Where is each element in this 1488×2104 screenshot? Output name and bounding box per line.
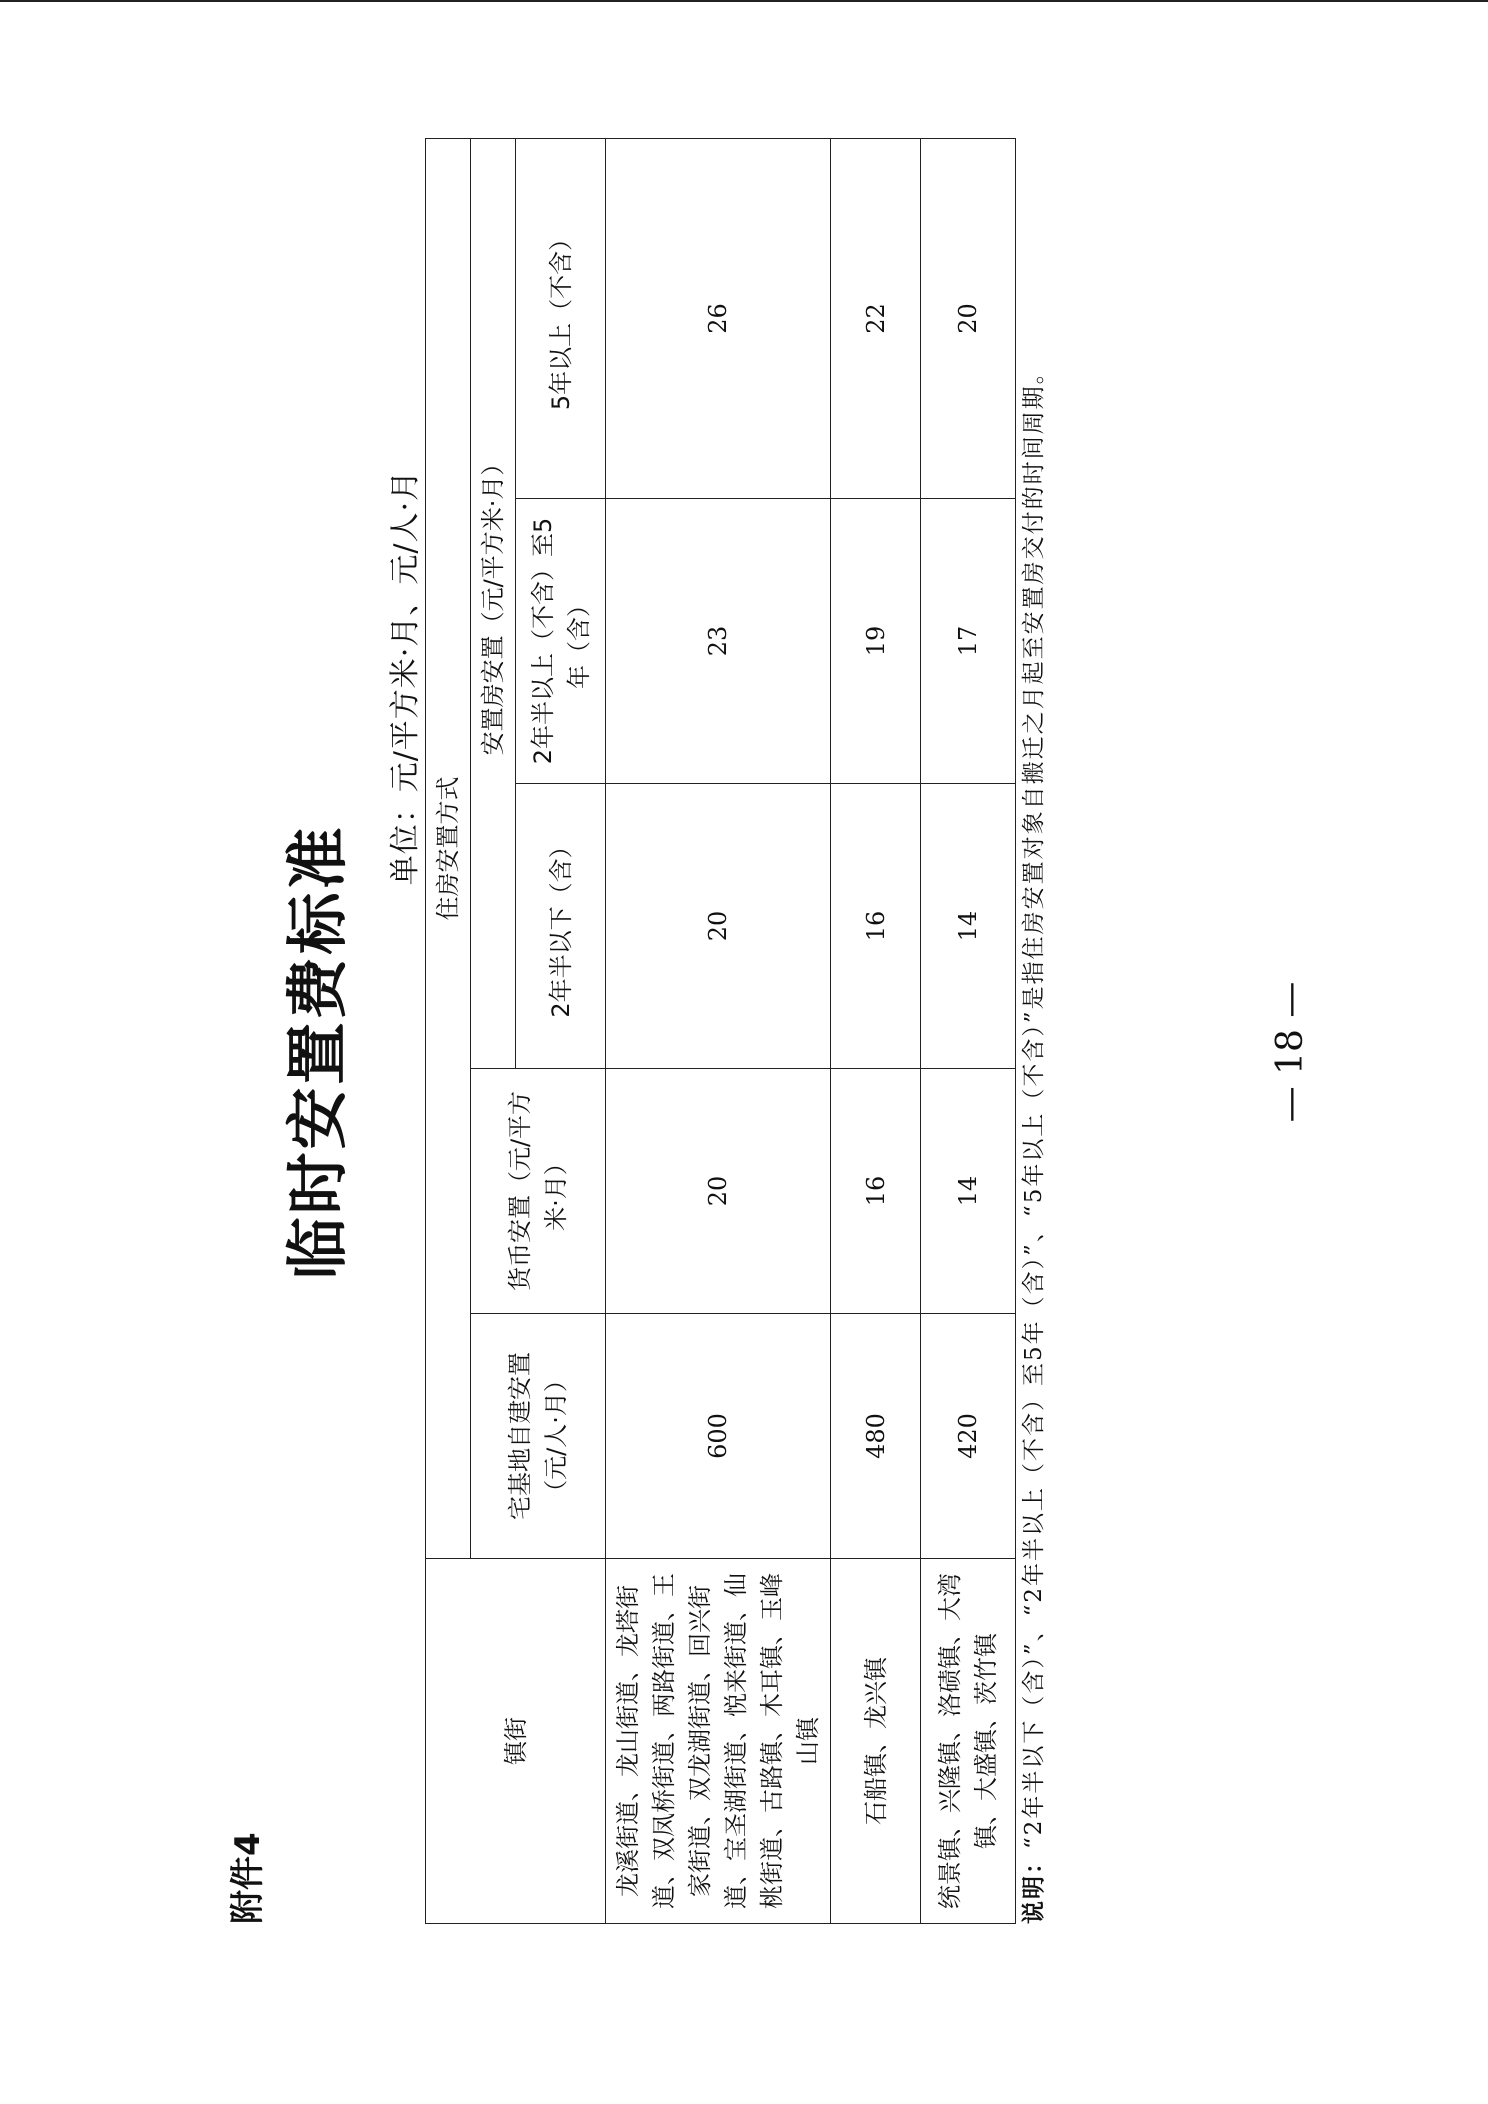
- resettlement-header: 安置房安置（元/平方米·月）: [471, 139, 516, 1069]
- town-header: 镇街: [426, 1559, 606, 1924]
- period-2-value: 23: [606, 499, 831, 784]
- town-cell: 龙溪街道、龙山街道、龙塔街道、双凤桥街道、两路街道、王家街道、双龙湖街道、回兴街道、宝圣湖街道、悦来街道、仙桃街道、古路镇、木耳镇、玉峰山镇: [606, 1559, 831, 1924]
- period-1-value: 14: [921, 784, 1016, 1069]
- homestead-value: 600: [606, 1314, 831, 1559]
- note-label: 说明：: [1021, 1849, 1047, 1924]
- document-title: 临时安置费标准: [281, 824, 354, 1280]
- page-number: — 18 —: [1270, 981, 1311, 1123]
- period-3-header: 5年以上（不含）: [516, 139, 606, 499]
- period-1-header: 2年半以下（含）: [516, 784, 606, 1069]
- attachment-label: 附件4: [228, 1832, 268, 1924]
- period-3-value: 26: [606, 139, 831, 499]
- homestead-value: 420: [921, 1314, 1016, 1559]
- period-3-value: 22: [831, 139, 921, 499]
- period-2-value: 17: [921, 499, 1016, 784]
- monetary-value: 20: [606, 1069, 831, 1314]
- homestead-header: 宅基地自建安置（元/人·月）: [471, 1314, 606, 1559]
- period-2-value: 19: [831, 499, 921, 784]
- monetary-value: 16: [831, 1069, 921, 1314]
- period-1-value: 20: [606, 784, 831, 1069]
- note-text: “2年半以下（含）”、“2年半以上（不含）至5年（含）”、“5年以上（不含）”是指住房安置对象自搬迁之月起至安置房交付的时间周期。: [1021, 359, 1047, 1849]
- table-row: [831, 139, 921, 1924]
- table-note: [1015, 124, 1048, 1924]
- town-cell: 石船镇、龙兴镇: [831, 1559, 921, 1924]
- unit-note: 单位：元/平方米·月、元/人·月: [388, 470, 423, 886]
- housing-method-header: 住房安置方式: [426, 139, 471, 1559]
- period-1-value: 16: [831, 784, 921, 1069]
- homestead-value: 480: [831, 1314, 921, 1559]
- period-2-header: 2年半以上（不含）至5年（含）: [516, 499, 606, 784]
- period-3-value: 20: [921, 139, 1016, 499]
- header-row-1: [426, 139, 471, 1924]
- fee-standard-table: [425, 138, 1016, 1924]
- monetary-header: 货币安置（元/平方米·月）: [471, 1069, 606, 1314]
- monetary-value: 14: [921, 1069, 1016, 1314]
- table-row: [921, 139, 1016, 1924]
- table-row: [606, 139, 831, 1924]
- town-cell: 统景镇、兴隆镇、洛碛镇、大湾镇、大盛镇、茨竹镇: [921, 1559, 1016, 1924]
